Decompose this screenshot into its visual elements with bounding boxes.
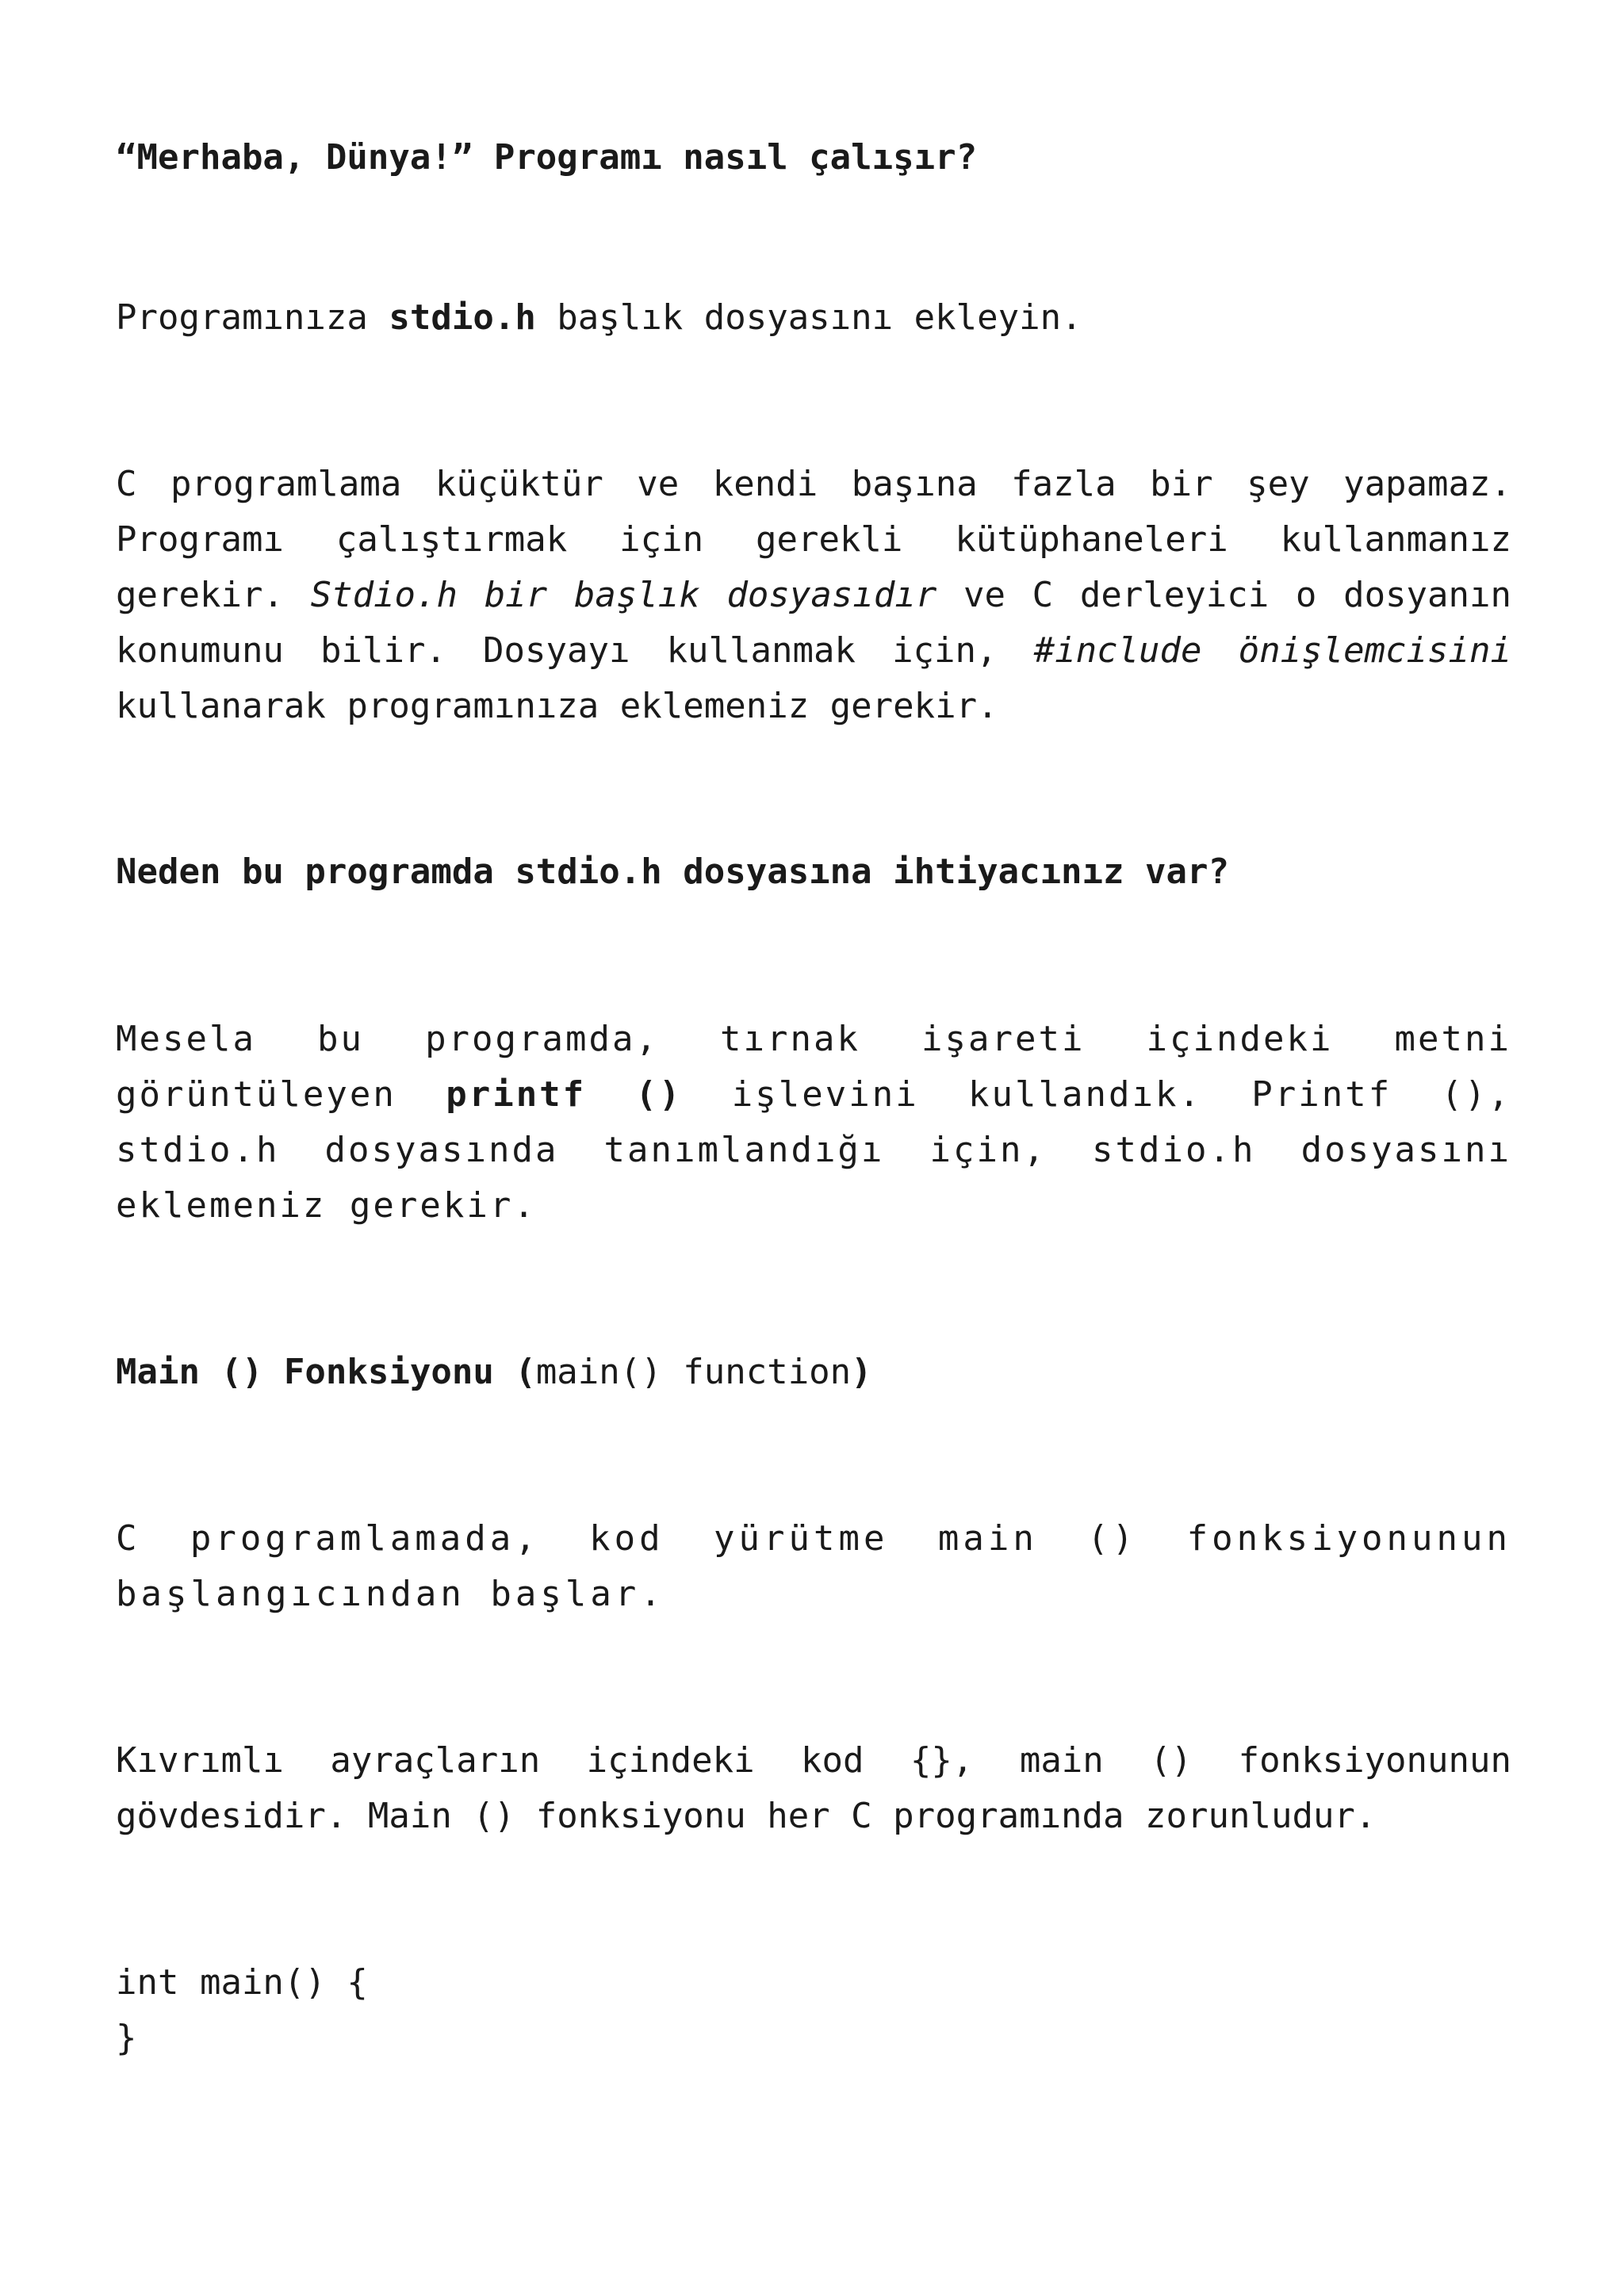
paragraph-include-stdio: Programınıza stdio.h başlık dosyasını ekleyin. [116,297,1082,338]
include-italic: #include önişlemcisini [1033,630,1511,671]
paragraph-printf: Mesela bu programda, tırnak işareti içindeki metni görüntüleyen printf () işlevini kullandık. Printf (), stdio.h dosyasında tanımlandığı için, stdio.h dosyasını eklemeniz gerekir. [116,1019,1511,1226]
paragraph-curly-braces: Kıvrımlı ayraçların içindeki kod {}, main () fonksiyonunun gövdesidir. Main () fonksiyonu her C programında zorunludur. [116,1740,1511,1836]
printf-bold: printf () [446,1074,683,1115]
paragraph-execution-start: C programlamada, kod yürütme main () fonksiyonunun başlangıcından başlar. [116,1518,1511,1614]
heading-why-stdio: Neden bu programda stdio.h dosyasına ihtiyacınız var? [116,851,1229,892]
heading-main-function: Main () Fonksiyonu (main() function) [116,1352,872,1392]
stdio-italic: Stdio.h bir başlık dosyasıdır [310,575,937,615]
stdio-bold: stdio.h [389,297,536,338]
heading-how-it-works: “Merhaba, Dünya!” Programı nasıl çalışır? [116,137,978,178]
paragraph-c-libraries: C programlama küçüktür ve kendi başına fazla bir şey yapamaz. Programı çalıştırmak için gerekli kütüphaneleri kullanmanız gerekir. Stdio.h bir başlık dosyasıdır ve C derleyici o dosyanın konumunu bilir. Dosyayı kullanmak için, #include önişlemcisini kullanarak programınıza eklemeniz gerekir. [116,464,1511,726]
code-block-main: int main() { } [116,1962,368,2058]
